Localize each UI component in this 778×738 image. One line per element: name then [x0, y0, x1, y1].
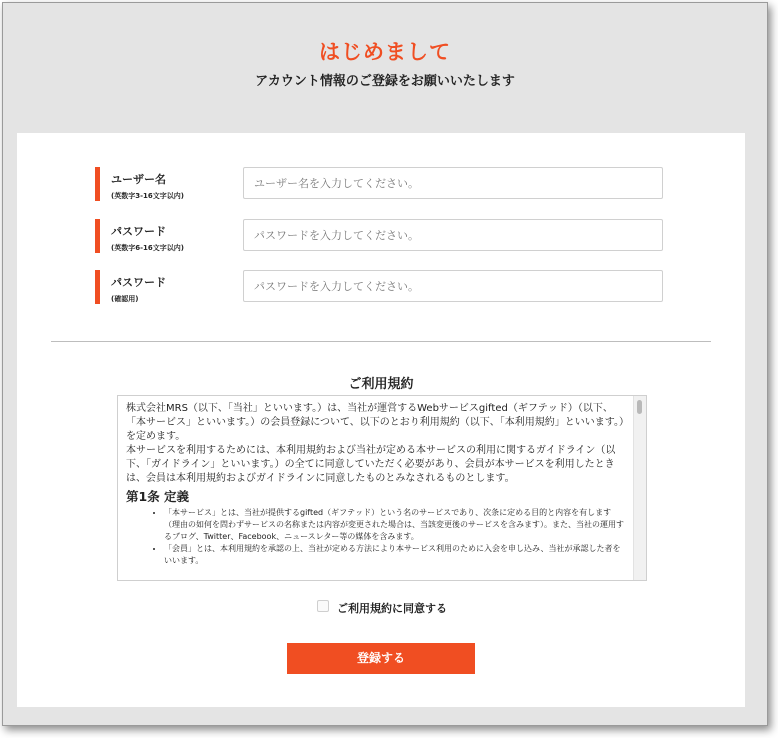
password-input[interactable]	[243, 219, 663, 251]
password-confirm-hint: (確認用)	[111, 295, 139, 303]
registration-card	[17, 133, 745, 707]
username-label: ユーザー名	[111, 173, 166, 186]
username-label-block	[95, 167, 225, 201]
terms-title: ご利用規約	[348, 377, 414, 392]
password-confirm-label: パスワード	[111, 276, 166, 289]
password-hint: (英数字6-16文字以内)	[111, 244, 184, 252]
username-row	[95, 167, 695, 201]
password-confirm-input[interactable]	[243, 270, 663, 302]
page-frame	[2, 2, 768, 726]
list-item: • 「会員」とは、本利用規約を承認の上、当社が定める方法により本サービス利用のために入会を申し込み、当社が承認した者をいいます。	[164, 543, 626, 567]
section-divider	[51, 341, 711, 342]
password-row	[95, 219, 695, 253]
password-confirm-row	[95, 270, 695, 304]
terms-scrollbar[interactable]	[633, 396, 646, 580]
password-confirm-label-block	[95, 270, 225, 304]
terms-scroll-box[interactable]	[117, 395, 647, 581]
username-hint: (英数字3-16文字以内)	[111, 192, 184, 200]
register-button[interactable]: 登録する	[287, 643, 475, 674]
page-title: はじめまして	[319, 40, 451, 64]
terms-intro-1: 株式会社MRS（以下、「当社」といいます。）は、当社が運営するWebサービスgifted（ギフテッド）（以下、「本サービス」といいます。）の会員登録について、以下のとおり利用規約（以下、「本利用規約」といいます。）を定めます。	[126, 403, 624, 442]
page-subtitle: アカウント情報のご登録をお願いいたします	[255, 74, 515, 89]
terms-definition-list	[126, 507, 626, 567]
password-label: パスワード	[111, 225, 166, 238]
password-label-block	[95, 219, 225, 253]
scrollbar-thumb[interactable]	[637, 400, 642, 414]
list-item: • 「本サービス」とは、当社が提供するgifted（ギフテッド）という名のサービスであり、次条に定める目的と内容を有します（理由の如何を問わずサービスの名称または内容が変更された場合は、当該変更後のサービスを含みます）。また、当社の運用するブログ、Twitter、Facebook、ニュースレター等の媒体を含みます。	[164, 507, 626, 543]
agree-label[interactable]: ご利用規約に同意する	[337, 602, 447, 615]
agree-checkbox[interactable]	[317, 600, 329, 612]
username-input[interactable]	[243, 167, 663, 199]
terms-content	[118, 396, 634, 580]
terms-intro-2: 本サービスを利用するためには、本利用規約および当社が定める本サービスの利用に関するガイドライン（以下、「ガイドライン」といいます。）の全てに同意していただく必要があり、会員が本サービスを利用したときは、会員は本利用規約およびガイドラインに同意したものとみなされるものとします。	[126, 445, 616, 484]
terms-section-heading: 第1条 定義	[126, 489, 190, 504]
